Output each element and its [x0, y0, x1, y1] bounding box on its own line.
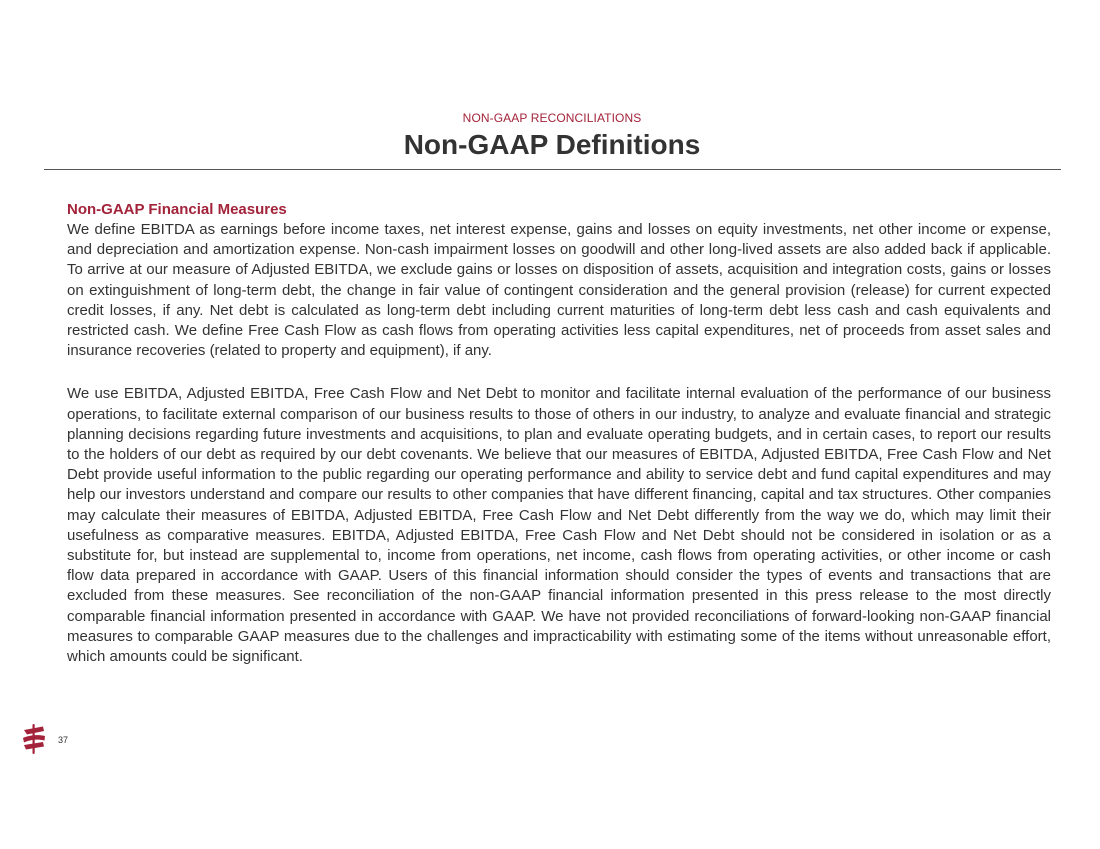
page-number: 37: [58, 735, 69, 745]
brand-logo-icon: [21, 724, 47, 754]
title-divider: [44, 169, 1061, 170]
paragraph-usage: We use EBITDA, Adjusted EBITDA, Free Cash Flow and Net Debt to monitor and facilitate internal evaluation of the performance of our business operations, to facilitate external comparison of our business results to those of others in our industry, to analyze and evaluate financial and strategic planning decisions regarding future investments and acquisitions, to plan and evaluate operating budgets, and in certain cases, to report our results to the holders of our debt as required by our debt covenants. We believe that our measures of EBITDA, Adjusted EBITDA, Free Cash Flow and Net Debt provide useful information to the public regarding our operating performance and ability to service debt and fund capital expenditures and may help our investors understand and compare our results to other companies that have different financing, capital and tax structures. Other companies may calculate their measures of EBITDA, Adjusted EBITDA, Free Cash Flow and Net Debt differently from the way we do, which may limit their usefulness as comparative measures. EBITDA, Adjusted EBITDA, Free Cash Flow and Net Debt should not be considered in isolation or as a substitute for, but instead are supplemental to, income from operations, net income, cash flows from operating activities, or other income or cash flow data prepared in accordance with GAAP. Users of this financial information should consider the types of events and transactions that are excluded from these measures. See reconciliation of the non-GAAP financial information presented in this press release to the most directly comparable financial information presented in accordance with GAAP. We have not provided reconciliations of forward-looking non-GAAP financial measures to comparable GAAP measures due to the challenges and impracticability with estimating some of the items without unreasonable effort, which amounts could be significant.: [67, 385, 1051, 666]
section-kicker: NON-GAAP RECONCILIATIONS: [462, 111, 642, 125]
paragraph-definitions: We define EBITDA as earnings before income taxes, net interest expense, gains and losses on equity investments, net other income or expense, and depreciation and amortization expense. Non-cash impairment losses on goodwill and other long-lived assets are also added back if applicable. To arrive at our measure of Adjusted EBITDA, we exclude gains or losses on disposition of assets, acquisition and integration costs, gains or losses on extinguishment of long-term debt, the change in fair value of contingent consideration and the general provision (release) for current expected credit losses, if any. Net debt is calculated as long-term debt including current maturities of long-term debt less cash and cash equivalents and restricted cash. We define Free Cash Flow as cash flows from operating activities less capital expenditures, net of proceeds from asset sales and insurance recoveries (related to property and equipment), if any.: [67, 221, 1051, 360]
section-heading: Non-GAAP Financial Measures: [67, 201, 287, 218]
paragraph-spacer: [67, 361, 1051, 384]
page-title: Non-GAAP Definitions: [403, 129, 701, 160]
main-content: [67, 200, 1051, 667]
